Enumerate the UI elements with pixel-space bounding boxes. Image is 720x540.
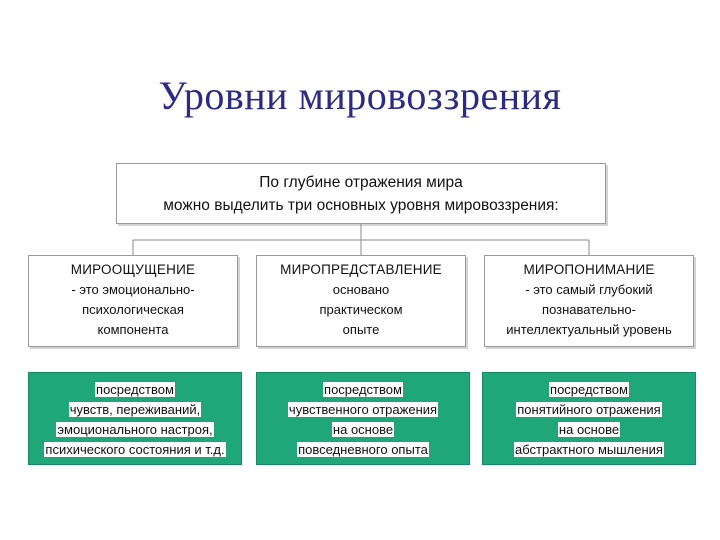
means-line: на основе [558,422,620,437]
level-name: МИРООЩУЩЕНИЕ [70,262,196,277]
means-line: психического состояния и т.д. [45,442,225,457]
means-line: чувственного отражения [288,402,438,417]
level-description: - это эмоционально- психологическая компонента [71,282,195,337]
means-line: повседневного опыта [298,442,428,457]
intro-line-1: По глубине отражения мира [259,174,463,191]
means-line: посредством [96,382,174,397]
level-description: основано практическом опыте [319,282,403,337]
level-box-mirooshchushchenie [28,255,238,347]
means-line: эмоционального настроя, [57,422,213,437]
means-line: посредством [324,382,402,397]
level-name: МИРОПОНИМАНИЕ [523,262,655,277]
level-box-miroponimanie [484,255,694,347]
level-box-miropredstavlenie [256,255,466,347]
means-line: посредством [550,382,628,397]
means-line: на основе [332,422,394,437]
level-name: МИРОПРЕДСТАВЛЕНИЕ [280,262,442,277]
means-box-3 [482,372,696,465]
page-title: Уровни мировоззрения [158,73,562,118]
level-description: - это самый глубокий познавательно- интеллектуальный уровень [506,282,672,337]
means-line: понятийного отражения [517,402,661,417]
means-line: чувств, переживаний, [69,402,201,417]
means-line: абстрактного мышления [515,442,663,457]
means-box-2 [256,372,470,465]
means-box-1 [28,372,242,465]
intro-line-2: можно выделить три основных уровня мировоззрения: [163,197,559,214]
